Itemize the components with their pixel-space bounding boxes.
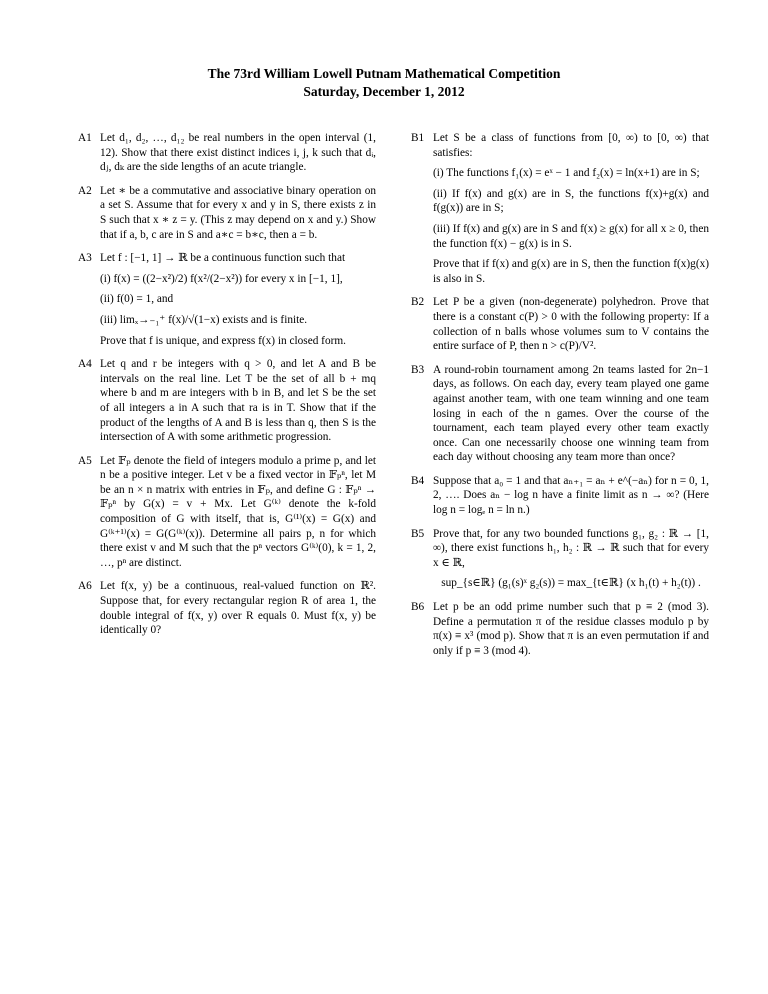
problem-a3 [78, 251, 376, 348]
problem-b4 [411, 474, 709, 518]
problem-label: B3 [411, 363, 425, 376]
problem-label: A5 [78, 454, 92, 467]
problem-b1 [411, 131, 709, 286]
problem-condition: (ii) If f(x) and g(x) are in S, the functions f(x)+g(x) and f(g(x)) are in S; [433, 187, 709, 215]
page-date: Saturday, December 1, 2012 [303, 84, 465, 99]
problem-text: Let ∗ be a commutative and associative binary operation on a set S. Assume that for every x and y in S, there exists z in S such that x ∗ z = y. (This z may depend on x and y.) Show that if a, b, c are in S and a∗c = b∗c, then a = b. [100, 184, 376, 241]
problem-text: Prove that if f(x) and g(x) are in S, then the function f(x)g(x) is also in S. [433, 258, 709, 285]
problem-b5 [411, 527, 709, 591]
problem-label: A2 [78, 184, 92, 197]
problem-b2 [411, 295, 709, 353]
problem-b3 [411, 363, 709, 465]
problem-condition: (i) The functions f₁(x) = eˣ − 1 and f₂(x) = ln(x+1) are in S; [433, 167, 700, 180]
problem-text: Let P be a given (non-degenerate) polyhedron. Prove that there is a constant c(P) > 0 with the following property: If a collection of n balls whose volumes sum to V contains the entire surface of P, then n > c(P)/V². [433, 296, 709, 353]
problem-condition: (i) f(x) = ((2−x²)/2) f(x²/(2−x²)) for every x in [−1, 1], [100, 272, 343, 285]
problem-label: B2 [411, 296, 425, 309]
problem-condition: (iii) If f(x) and g(x) are in S and f(x) ≥ g(x) for all x ≥ 0, then the function f(x) − g(x) is in S. [433, 222, 709, 250]
problem-text: Let p be an odd prime number such that p ≡ 2 (mod 3). Define a permutation π of the residue classes modulo p by π(x) ≡ x³ (mod p). Show that π is an even permutation if and only if p ≡ 3 (mod 4). [433, 601, 709, 657]
problem-label: A4 [78, 358, 92, 371]
problem-b6 [411, 600, 709, 658]
problem-text: Suppose that a₀ = 1 and that aₙ₊₁ = aₙ + e^(−aₙ) for n = 0, 1, 2, …. Does aₙ − log n have a finite limit as n → ∞? (Here log n = logₑ n = ln n.) [433, 474, 709, 517]
problem-label: B6 [411, 601, 425, 614]
problem-label: A1 [78, 132, 92, 144]
problem-label: B1 [411, 132, 425, 144]
display-equation: sup_{s∈ℝ} (g₁(s)ˣ g₂(s)) = max_{t∈ℝ} (x h₁(t) + h₂(t)) . [441, 577, 701, 590]
problem-a2 [78, 184, 376, 242]
problem-a1 [78, 131, 376, 175]
problem-text: Let S be a class of functions from [0, ∞) to [0, ∞) that satisfies: [433, 132, 709, 159]
problem-a5 [78, 454, 376, 571]
problem-label: A3 [78, 252, 92, 265]
problem-text: Let d₁, d₂, …, d₁₂ be real numbers in the open interval (1, 12). Show that there exist distinct indices i, j, k such that dᵢ, dⱼ, dₖ are the side lengths of an acute triangle. [100, 132, 376, 174]
problem-text: Prove that f is unique, and express f(x) in closed form. [100, 334, 346, 347]
problem-text: Prove that, for any two bounded functions g₁, g₂ : ℝ → [1, ∞), there exist functions h₁, h₂ : ℝ → ℝ such that for every x ∈ ℝ, [433, 527, 709, 569]
problem-text: Let f : [−1, 1] → ℝ be a continuous function such that [100, 252, 346, 265]
problem-label: B4 [411, 474, 425, 487]
problem-text: Let f(x, y) be a continuous, real-valued function on ℝ². Suppose that, for every rectangular region R of area 1, the double integral of f(x, y) over R equals 0. Must f(x, y) be identically 0? [100, 580, 376, 637]
problem-a6 [78, 579, 376, 637]
left-column [78, 131, 376, 647]
problem-label: A6 [78, 580, 92, 593]
problem-condition: (iii) limₓ→₋₁⁺ f(x)/√(1−x) exists and is finite. [100, 313, 308, 326]
right-column [411, 131, 709, 667]
problem-text: Let 𝔽ₚ denote the field of integers modulo a prime p, and let n be a positive integer. Let v be a fixed vector in 𝔽ₚⁿ, let M be an n × n matrix with entries in 𝔽ₚ, and define G : 𝔽ₚⁿ → 𝔽ₚⁿ by G(x) = v + Mx. Let G⁽ᵏ⁾ denote the k-fold composition of G with itself, that is, G⁽¹⁾(x) = G(x) and G⁽ᵏ⁺¹⁾(x) = G(G⁽ᵏ⁾(x)). Determine all pairs p, n for which there exist v and M such that the pⁿ vectors G⁽ᵏ⁾(0), k = 1, 2, …, pⁿ are distinct. [100, 454, 376, 569]
problem-label: B5 [411, 527, 425, 540]
problem-condition: (ii) f(0) = 1, and [100, 293, 174, 306]
problem-text: Let q and r be integers with q > 0, and let A and B be intervals on the real line. Let T be the set of all b + mq where b and m are integers with b in B, and let S be the set of all integers a in A such that ra is in T. Show that if the product of the lengths of A and B is less than q, then S is the intersection of A with some arithmetic progression. [100, 358, 376, 444]
problem-text: A round-robin tournament among 2n teams lasted for 2n−1 days, as follows. On each day, every team played one game against another team, with one team winning and one team losing in each of the n games. Over the course of the tournament, each team played every other team exactly once. Can one necessarily choose one winning team from each day without choosing any team more than once? [433, 363, 709, 464]
problem-a4 [78, 357, 376, 445]
page-title: The 73rd William Lowell Putnam Mathematical Competition [207, 66, 561, 81]
